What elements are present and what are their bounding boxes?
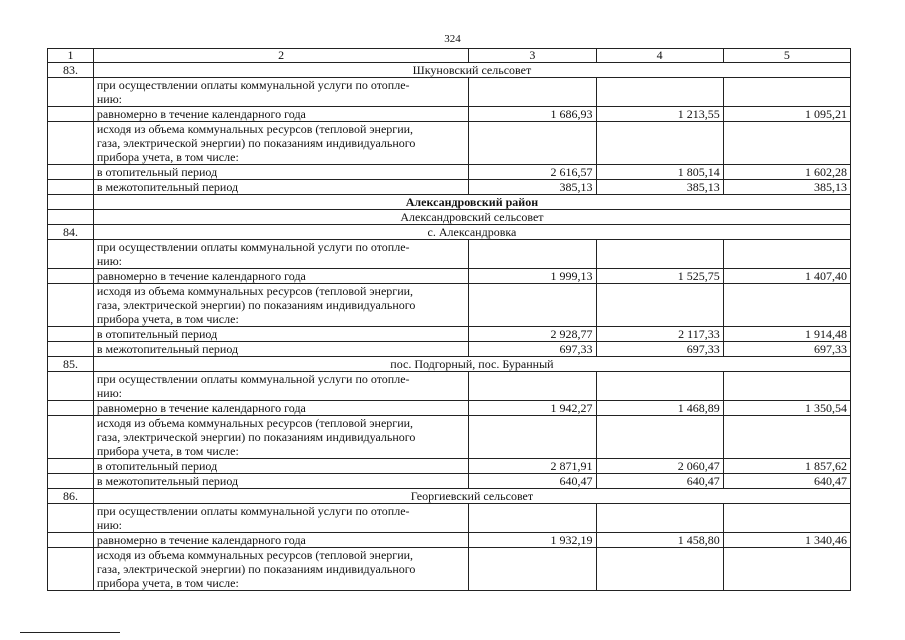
row-label: в межотопительный период — [93, 342, 468, 357]
council-title: Александровский сельсовет — [93, 210, 850, 225]
section-title: пос. Подгорный, пос. Буранный — [93, 357, 850, 372]
table-row — [48, 180, 851, 195]
section-title: Шкуновский сельсовет — [93, 63, 850, 78]
value-cell: 1 999,13 — [469, 269, 596, 284]
value-cell: 1 805,14 — [596, 165, 723, 180]
table-row — [48, 401, 851, 416]
table-row — [48, 165, 851, 180]
value-cell: 2 616,57 — [469, 165, 596, 180]
value-cell: 1 857,62 — [723, 459, 850, 474]
header-col-4: 4 — [596, 49, 723, 63]
table-row — [48, 122, 851, 165]
value-cell: 2 117,33 — [596, 327, 723, 342]
row-label: исходя из объема коммунальных ресурсов (тепловой энергии, газа, электрической энергии) по показаниям индивидуального прибора учета, в том числе: — [93, 548, 468, 591]
row-label: равномерно в течение календарного года — [93, 269, 468, 284]
section-title-row — [48, 63, 851, 78]
section-title: Георгиевский сельсовет — [93, 489, 850, 504]
value-cell: 1 468,89 — [596, 401, 723, 416]
district-row — [48, 195, 851, 210]
row-label: исходя из объема коммунальных ресурсов (тепловой энергии, газа, электрической энергии) по показаниям индивидуального прибора учета, в том числе: — [93, 122, 468, 165]
council-row — [48, 210, 851, 225]
row-label: равномерно в течение календарного года — [93, 401, 468, 416]
value-cell: 1 525,75 — [596, 269, 723, 284]
table-row — [48, 533, 851, 548]
value-cell: 1 095,21 — [723, 107, 850, 122]
header-row — [48, 49, 851, 63]
value-cell: 640,47 — [596, 474, 723, 489]
value-cell: 2 060,47 — [596, 459, 723, 474]
table-row — [48, 474, 851, 489]
row-label: исходя из объема коммунальных ресурсов (тепловой энергии, газа, электрической энергии) по показаниям индивидуального прибора учета, в том числе: — [93, 416, 468, 459]
row-index: 86. — [48, 489, 94, 504]
table-row — [48, 269, 851, 284]
row-label: в межотопительный период — [93, 474, 468, 489]
section-title-row — [48, 357, 851, 372]
header-col-2: 2 — [93, 49, 468, 63]
table-row — [48, 459, 851, 474]
value-cell: 1 686,93 — [469, 107, 596, 122]
value-cell: 697,33 — [723, 342, 850, 357]
table-row — [48, 416, 851, 459]
row-label: в отопительный период — [93, 165, 468, 180]
value-cell: 385,13 — [723, 180, 850, 195]
table-row — [48, 548, 851, 591]
section-title: с. Александровка — [93, 225, 850, 240]
value-cell: 640,47 — [469, 474, 596, 489]
table-row — [48, 240, 851, 269]
value-cell: 1 942,27 — [469, 401, 596, 416]
table-row — [48, 107, 851, 122]
table-row — [48, 504, 851, 533]
header-col-3: 3 — [469, 49, 596, 63]
district-title: Александровский район — [93, 195, 850, 210]
row-label: при осуществлении оплаты коммунальной услуги по отопле- нию: — [93, 240, 468, 269]
value-cell: 385,13 — [596, 180, 723, 195]
header-col-1: 1 — [48, 49, 94, 63]
table-row — [48, 284, 851, 327]
row-label: в отопительный период — [93, 327, 468, 342]
value-cell: 385,13 — [469, 180, 596, 195]
footnote-divider — [20, 632, 120, 633]
row-label: при осуществлении оплаты коммунальной услуги по отопле- нию: — [93, 372, 468, 401]
value-cell: 1 602,28 — [723, 165, 850, 180]
table-row — [48, 78, 851, 107]
value-cell: 697,33 — [469, 342, 596, 357]
row-label: равномерно в течение календарного года — [93, 533, 468, 548]
value-cell: 640,47 — [723, 474, 850, 489]
value-cell: 1 407,40 — [723, 269, 850, 284]
value-cell: 1 340,46 — [723, 533, 850, 548]
value-cell: 1 350,54 — [723, 401, 850, 416]
section-title-row — [48, 225, 851, 240]
value-cell: 1 932,19 — [469, 533, 596, 548]
row-index: 85. — [48, 357, 94, 372]
value-cell: 697,33 — [596, 342, 723, 357]
row-index: 83. — [48, 63, 94, 78]
row-index: 84. — [48, 225, 94, 240]
value-cell: 1 213,55 — [596, 107, 723, 122]
value-cell: 1 914,48 — [723, 327, 850, 342]
tariff-table — [47, 48, 851, 591]
value-cell: 2 928,77 — [469, 327, 596, 342]
value-cell: 1 458,80 — [596, 533, 723, 548]
row-label: в межотопительный период — [93, 180, 468, 195]
page-number: 324 — [444, 33, 461, 45]
table-row — [48, 372, 851, 401]
row-label: равномерно в течение календарного года — [93, 107, 468, 122]
section-title-row — [48, 489, 851, 504]
row-label: исходя из объема коммунальных ресурсов (тепловой энергии, газа, электрической энергии) по показаниям индивидуального прибора учета, в том числе: — [93, 284, 468, 327]
header-col-5: 5 — [723, 49, 850, 63]
row-label: при осуществлении оплаты коммунальной услуги по отопле- нию: — [93, 78, 468, 107]
row-label: в отопительный период — [93, 459, 468, 474]
value-cell: 2 871,91 — [469, 459, 596, 474]
table-row — [48, 327, 851, 342]
table-row — [48, 342, 851, 357]
row-label: при осуществлении оплаты коммунальной услуги по отопле- нию: — [93, 504, 468, 533]
